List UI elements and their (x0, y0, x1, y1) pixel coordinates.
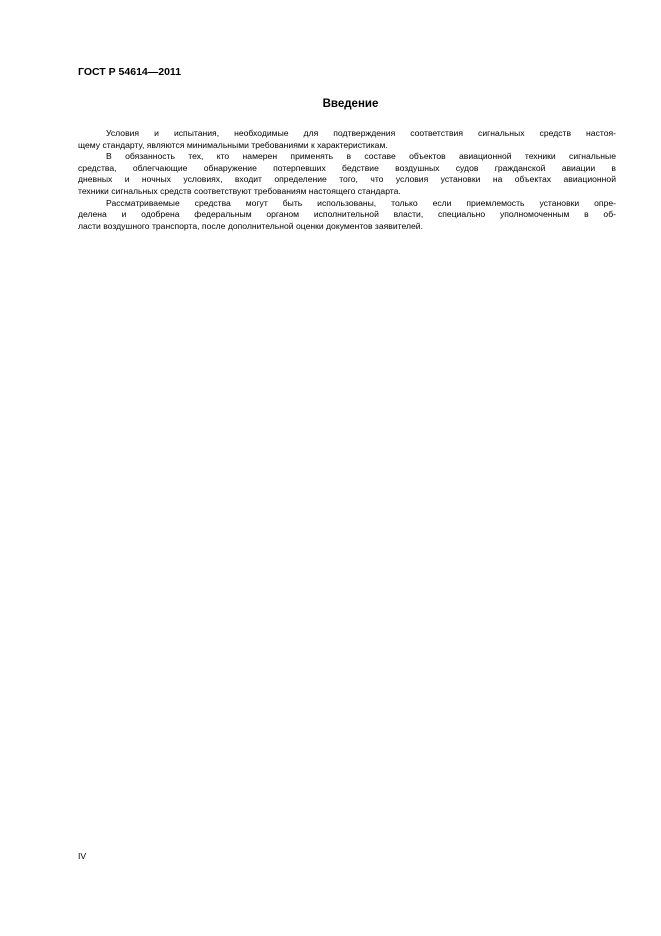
section-title: Введение (322, 98, 379, 110)
paragraph-3 (78, 198, 616, 233)
paragraph-line: техники сигнальных средств соответствуют требованиям настоящего стандарта. (78, 185, 401, 196)
paragraph-1 (78, 128, 616, 151)
paragraph-2 (78, 151, 616, 197)
body-text (78, 128, 616, 232)
standard-code: ГОСТ Р 54614—2011 (78, 66, 182, 78)
paragraph-line: средства, облегчающие обнаружение потерпевших бедствие воздушных судов гражданской авиации в (78, 162, 616, 173)
page-number: IV (78, 851, 87, 861)
paragraph-line: ласти воздушного транспорта, после дополнительной оценки документов заявителей. (78, 220, 423, 231)
paragraph-line: Условия и испытания, необходимые для подтверждения соответствия сигнальных средств настоя- (106, 128, 616, 138)
paragraph-line: дневных и ночных условиях, входит определение того, что условия установки на объектах авиационной (78, 174, 616, 185)
paragraph-line: делена и одобрена федеральным органом исполнительной власти, специально уполномоченным в об- (78, 209, 616, 220)
paragraph-line: Рассматриваемые средства могут быть использованы, только если приемлемость установки опре- (106, 197, 616, 208)
paragraph-line: щему стандарту, являются минимальными требованиями к характеристикам. (78, 139, 388, 150)
paragraph-line: В обязанность тех, кто намерен применять в составе объектов авиационной техники сигнальные (106, 151, 616, 162)
